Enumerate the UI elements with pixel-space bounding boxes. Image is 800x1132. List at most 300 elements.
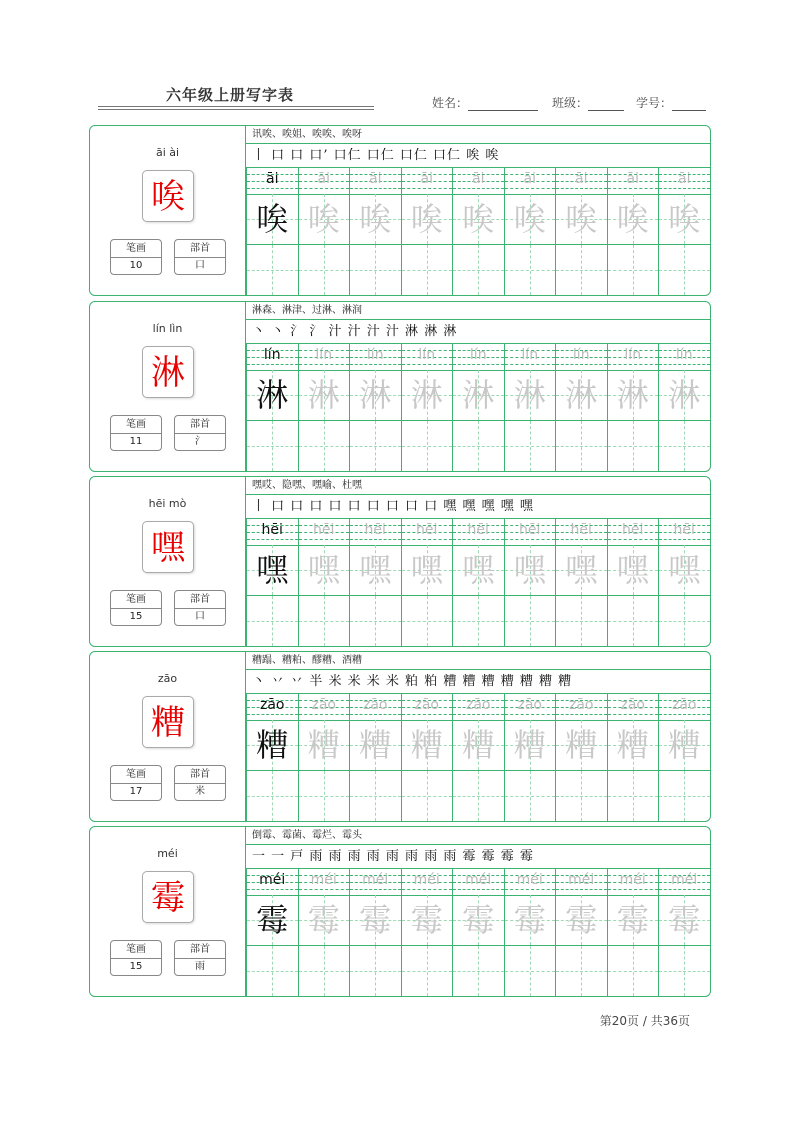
pinyin-trace: hēi [313,522,335,538]
guide-line [659,364,710,365]
practice-area [246,302,710,471]
char-practice-cell[interactable] [504,720,556,770]
char-practice-cell[interactable] [452,545,504,595]
char-blank-cell[interactable] [658,245,710,295]
char-blank-cell[interactable] [452,421,504,471]
char-blank-cell[interactable] [555,946,607,996]
char-practice-cell[interactable] [555,370,607,420]
char-trace: 霉 [307,901,340,939]
char-practice-cell[interactable] [658,194,710,244]
pinyin-practice-cell[interactable] [607,519,659,545]
pinyin-practice-cell[interactable] [298,869,350,895]
guide-line [402,539,453,540]
pinyin-trace: lín [366,347,384,363]
pinyin-trace: āi [626,171,639,187]
stroke-count-box [110,765,162,801]
char-model: 淋 [256,376,289,414]
pinyin-practice-cell[interactable] [246,344,298,370]
pinyin-trace: zāo [311,697,336,713]
pinyin-practice-cell[interactable] [246,168,298,194]
guide-line [608,188,659,189]
pinyin-trace: āi [678,171,691,187]
guide-line [505,621,556,622]
pinyin-practice-cell[interactable] [607,344,659,370]
char-practice-cell[interactable] [658,720,710,770]
guide-line [402,971,453,972]
char-trace: 淋 [565,376,598,414]
pinyin-trace: āi [523,171,536,187]
pinyin-trace: hēi [467,522,489,538]
char-trace: 霉 [616,901,649,939]
character-pinyin: zāo [157,672,178,685]
char-practice-cell[interactable] [349,895,401,945]
char-model: 霉 [256,901,289,939]
char-trace: 唉 [359,200,392,238]
pinyin-practice-cell[interactable] [401,344,453,370]
char-practice-cell[interactable] [504,895,556,945]
id-blank[interactable] [672,99,706,111]
stroke-count-box [110,940,162,976]
pinyin-trace: āi [575,171,588,187]
character-card [89,301,711,472]
stroke-count-value: 10 [129,260,143,271]
guide-line [608,446,659,447]
char-blank-cell[interactable] [246,421,298,471]
char-blank-cell[interactable] [607,771,659,821]
stroke-count-value: 11 [129,436,143,447]
pinyin-practice-cell[interactable] [607,869,659,895]
char-blank-cell[interactable] [401,771,453,821]
char-blank-cell[interactable] [555,596,607,646]
guide-line [556,714,607,715]
char-trace: 淋 [359,376,392,414]
char-blank-cell[interactable] [349,596,401,646]
pinyin-practice-cell[interactable] [298,519,350,545]
guide-line [659,971,710,972]
pinyin-trace: zāo [363,697,388,713]
char-practice-cell[interactable] [401,895,453,945]
char-trace: 霉 [462,901,495,939]
guide-line [556,621,607,622]
guide-line [453,188,504,189]
radical-label: 部首 [175,941,225,959]
guide-line [350,364,401,365]
char-practice-cell[interactable] [555,545,607,595]
char-practice-cell[interactable] [658,895,710,945]
pinyin-trace: lín [315,347,333,363]
stroke-order: 丨 口 口 口’ 口仁 口仁 口仁 口仁 唉 唉 [246,144,710,168]
char-trace: 糟 [307,726,340,764]
pinyin-practice-cell[interactable] [246,694,298,720]
pinyin-practice-cell[interactable] [555,519,607,545]
char-practice-cell[interactable] [401,720,453,770]
pinyin-practice-cell[interactable] [658,168,710,194]
guide-line [453,796,504,797]
pinyin-practice-cell[interactable] [246,869,298,895]
guide-line [247,188,298,189]
stroke-count-label: 笔画 [111,416,161,434]
char-trace: 糟 [359,726,392,764]
character-card [89,651,711,822]
char-practice-cell[interactable] [504,370,556,420]
pinyin-trace: hēi [416,522,438,538]
char-blank-cell[interactable] [452,596,504,646]
char-trace: 嘿 [410,551,443,589]
pinyin-practice-cell[interactable] [349,344,401,370]
pinyin-practice-cell[interactable] [452,519,504,545]
char-trace: 淋 [462,376,495,414]
char-blank-cell[interactable] [607,245,659,295]
example-words: 嘿哎、隐嘿、嘿喻、杜嘿 [246,477,710,495]
pinyin-practice-cell[interactable] [246,519,298,545]
char-trace: 霉 [410,901,443,939]
character-large: 霉 [151,878,185,918]
pinyin-practice-cell[interactable] [555,869,607,895]
guide-line [402,364,453,365]
character-info-panel [90,126,246,295]
guide-line [350,714,401,715]
character-display-box [142,696,194,748]
char-blank-cell[interactable] [658,771,710,821]
character-pinyin: méi [157,847,178,860]
char-blank-cell[interactable] [349,771,401,821]
name-field[interactable] [432,94,538,111]
guide-line [659,621,710,622]
pinyin-practice-cell[interactable] [658,519,710,545]
guide-line [556,188,607,189]
guide-line [659,270,710,271]
practice-area [246,126,710,295]
pinyin-trace: āi [472,171,485,187]
char-practice-cell[interactable] [504,194,556,244]
radical-value: 口 [195,611,205,622]
pinyin-trace: lín [521,347,539,363]
char-blank-cell[interactable] [401,421,453,471]
pinyin-trace: méi [671,872,698,888]
example-words: 讯唉、唉姐、唉唉、唉呀 [246,126,710,144]
pinyin-model: hēi [261,522,283,538]
char-practice-cell[interactable] [452,895,504,945]
char-practice-cell[interactable] [298,370,350,420]
char-blank-cell[interactable] [504,421,556,471]
pinyin-practice-cell[interactable] [298,344,350,370]
char-practice-cell[interactable] [452,194,504,244]
practice-grid [246,694,710,821]
pinyin-practice-cell[interactable] [298,168,350,194]
class-field[interactable] [552,94,624,111]
char-trace: 嘿 [616,551,649,589]
practice-area [246,652,710,821]
char-practice-cell[interactable] [349,370,401,420]
char-blank-cell[interactable] [504,946,556,996]
char-trace: 糟 [410,726,443,764]
char-practice-cell[interactable] [504,545,556,595]
char-blank-cell[interactable] [349,245,401,295]
pinyin-trace: méi [413,872,440,888]
char-practice-cell[interactable] [607,720,659,770]
guide-line [247,270,298,271]
guide-line [402,714,453,715]
character-large: 唉 [151,177,185,217]
pinyin-practice-cell[interactable] [504,869,556,895]
char-blank-cell[interactable] [298,771,350,821]
guide-line [505,446,556,447]
char-practice-cell[interactable] [555,194,607,244]
char-practice-cell[interactable] [298,720,350,770]
pinyin-practice-cell[interactable] [349,519,401,545]
pinyin-trace: lín [624,347,642,363]
pinyin-practice-cell[interactable] [349,869,401,895]
guide-line [505,270,556,271]
character-card [89,826,711,997]
guide-line [350,188,401,189]
char-trace: 糟 [462,726,495,764]
char-blank-cell[interactable] [298,245,350,295]
pinyin-model: lín [263,347,281,363]
char-practice-cell[interactable] [555,720,607,770]
char-blank-cell[interactable] [349,421,401,471]
pinyin-practice-cell[interactable] [401,694,453,720]
practice-grid [246,869,710,996]
pinyin-trace: zāo [672,697,697,713]
char-blank-cell[interactable] [401,946,453,996]
char-blank-cell[interactable] [607,421,659,471]
char-trace: 唉 [462,200,495,238]
name-blank[interactable] [468,99,538,111]
worksheet-header [98,82,708,114]
char-blank-cell[interactable] [349,946,401,996]
stroke-order: 丶 丷 丷 半 米 米 米 米 粕 粕 糟 糟 糟 糟 糟 糟 糟 [246,670,710,694]
char-blank-cell[interactable] [658,421,710,471]
guide-line [556,539,607,540]
pinyin-practice-cell[interactable] [452,344,504,370]
char-practice-cell[interactable] [452,720,504,770]
pinyin-trace: méi [465,872,492,888]
page-number: 第20页 / 共36页 [599,1014,690,1028]
guide-line [505,971,556,972]
char-practice-cell[interactable] [658,545,710,595]
char-blank-cell[interactable] [298,421,350,471]
char-blank-cell[interactable] [298,596,350,646]
guide-line [299,364,350,365]
char-blank-cell[interactable] [401,245,453,295]
guide-line [402,188,453,189]
practice-grid [246,344,710,471]
stroke-count-label: 笔画 [111,240,161,258]
title-underline [98,106,374,107]
char-blank-cell[interactable] [246,245,298,295]
radical-label: 部首 [175,591,225,609]
radical-value: 雨 [195,961,205,972]
char-trace: 唉 [616,200,649,238]
pinyin-trace: hēi [570,522,592,538]
char-trace: 淋 [616,376,649,414]
pinyin-practice-cell[interactable] [401,519,453,545]
guide-line [247,539,298,540]
guide-line [299,621,350,622]
char-practice-cell[interactable] [246,895,298,945]
radical-box [174,415,226,451]
guide-line [556,446,607,447]
character-display-box [142,346,194,398]
guide-line [659,188,710,189]
guide-line [247,621,298,622]
char-blank-cell[interactable] [555,771,607,821]
pinyin-practice-cell[interactable] [401,869,453,895]
char-practice-cell[interactable] [349,545,401,595]
char-trace: 霉 [359,901,392,939]
radical-label: 部首 [175,416,225,434]
char-blank-cell[interactable] [504,771,556,821]
page-title: 六年级上册写字表 [166,86,295,104]
guide-line [247,364,298,365]
name-label: 姓名： [432,96,469,110]
pinyin-practice-cell[interactable] [452,869,504,895]
guide-line [505,364,556,365]
char-practice-cell[interactable] [401,194,453,244]
pinyin-trace: lín [572,347,590,363]
pinyin-practice-cell[interactable] [401,168,453,194]
pinyin-trace: zāo [569,697,594,713]
pinyin-trace: méi [310,872,337,888]
char-practice-cell[interactable] [246,194,298,244]
guide-line [608,621,659,622]
pinyin-practice-cell[interactable] [555,344,607,370]
radical-label: 部首 [175,240,225,258]
pinyin-practice-cell[interactable] [658,694,710,720]
char-practice-cell[interactable] [607,545,659,595]
char-trace: 霉 [513,901,546,939]
char-blank-cell[interactable] [658,596,710,646]
pinyin-practice-cell[interactable] [452,168,504,194]
pinyin-trace: hēi [622,522,644,538]
char-practice-cell[interactable] [607,895,659,945]
char-blank-cell[interactable] [452,946,504,996]
char-trace: 唉 [410,200,443,238]
pinyin-practice-cell[interactable] [349,168,401,194]
char-practice-cell[interactable] [555,895,607,945]
character-pinyin: lín lìn [152,322,183,335]
char-practice-cell[interactable] [607,194,659,244]
guide-line [556,364,607,365]
char-practice-cell[interactable] [246,545,298,595]
char-practice-cell[interactable] [452,370,504,420]
char-trace: 霉 [565,901,598,939]
guide-line [659,446,710,447]
pinyin-practice-cell[interactable] [452,694,504,720]
pinyin-practice-cell[interactable] [504,168,556,194]
char-trace: 唉 [307,200,340,238]
stroke-count-label: 笔画 [111,941,161,959]
character-pinyin: āi ài [155,146,180,159]
character-card [89,125,711,296]
char-blank-cell[interactable] [504,245,556,295]
char-blank-cell[interactable] [298,946,350,996]
pinyin-trace: zāo [466,697,491,713]
pinyin-practice-cell[interactable] [658,344,710,370]
stroke-order: 丨 口 口 口 口 口 口 口 口 口 嘿 嘿 嘿 嘿 嘿 [246,495,710,519]
guide-line [556,270,607,271]
character-display-box [142,871,194,923]
pinyin-practice-cell[interactable] [504,519,556,545]
char-trace: 嘿 [359,551,392,589]
char-practice-cell[interactable] [401,545,453,595]
pinyin-practice-cell[interactable] [658,869,710,895]
char-practice-cell[interactable] [246,720,298,770]
guide-line [247,714,298,715]
guide-line [659,714,710,715]
char-practice-cell[interactable] [607,370,659,420]
class-blank[interactable] [588,99,624,111]
guide-line [505,539,556,540]
char-practice-cell[interactable] [298,194,350,244]
character-card [89,476,711,647]
pinyin-model: méi [259,872,286,888]
example-words: 倒霉、霉菌、霉烂、霉头 [246,827,710,845]
pinyin-practice-cell[interactable] [298,694,350,720]
guide-line [247,796,298,797]
id-field[interactable] [636,94,706,111]
pinyin-trace: méi [619,872,646,888]
radical-value: 米 [195,786,205,797]
guide-line [350,889,401,890]
pinyin-practice-cell[interactable] [555,694,607,720]
guide-line [350,270,401,271]
pinyin-practice-cell[interactable] [555,168,607,194]
pinyin-practice-cell[interactable] [504,344,556,370]
pinyin-model: āi [266,171,279,187]
guide-line [453,539,504,540]
guide-line [608,971,659,972]
char-blank-cell[interactable] [246,771,298,821]
char-practice-cell[interactable] [298,895,350,945]
guide-line [299,539,350,540]
char-blank-cell[interactable] [401,596,453,646]
char-blank-cell[interactable] [504,596,556,646]
character-pinyin: hēi mò [148,497,187,510]
char-practice-cell[interactable] [298,545,350,595]
guide-line [402,270,453,271]
guide-line [608,539,659,540]
char-blank-cell[interactable] [607,596,659,646]
char-model: 唉 [256,200,289,238]
char-blank-cell[interactable] [452,245,504,295]
char-practice-cell[interactable] [246,370,298,420]
radical-label: 部首 [175,766,225,784]
pinyin-practice-cell[interactable] [504,694,556,720]
pinyin-practice-cell[interactable] [607,694,659,720]
radical-box [174,590,226,626]
pinyin-practice-cell[interactable] [349,694,401,720]
guide-line [350,796,401,797]
char-practice-cell[interactable] [401,370,453,420]
char-blank-cell[interactable] [246,946,298,996]
stroke-count-label: 笔画 [111,766,161,784]
guide-line [556,796,607,797]
char-blank-cell[interactable] [555,245,607,295]
char-blank-cell[interactable] [452,771,504,821]
char-practice-cell[interactable] [658,370,710,420]
guide-line [402,796,453,797]
char-blank-cell[interactable] [658,946,710,996]
char-blank-cell[interactable] [246,596,298,646]
char-practice-cell[interactable] [349,720,401,770]
char-trace: 唉 [513,200,546,238]
pinyin-practice-cell[interactable] [607,168,659,194]
char-practice-cell[interactable] [349,194,401,244]
char-blank-cell[interactable] [555,421,607,471]
char-blank-cell[interactable] [607,946,659,996]
